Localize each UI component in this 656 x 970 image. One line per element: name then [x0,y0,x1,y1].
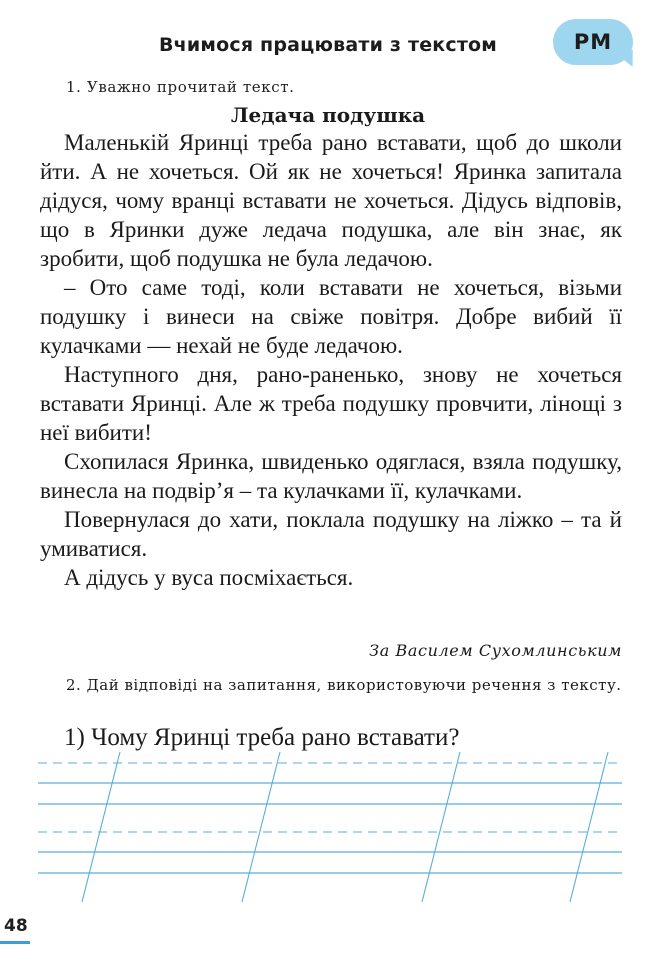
story-paragraph: А дідусь у вуса посміхається. [64,565,354,590]
story-author: За Василем Сухомлинським [369,641,622,660]
writing-slant-line [570,752,608,902]
writing-slant-line [242,752,280,902]
writing-slant-line [82,752,120,902]
rm-badge-label: РМ [553,19,633,65]
task-1-instruction: 1. Уважно прочитай текст. [66,78,295,96]
story-paragraph: Маленькій Яринці треба рано вставати, щоб до школи йти. А не хочеться. Ой як не хочеться! Яринка запитала дідуся, чому вранці вставати не хочеться. Дідусь відповів, що в Яринки дуже ледача подушка, але він знає, як зробити, щоб подушка не була ледачою. [40,130,622,271]
story-paragraph: Повернулася до хати, поклала подушку на ліжко – та й умиватися. [40,507,622,561]
question-1: 1) Чому Яринці треба рано вставати? [64,724,460,751]
writing-slant-line [422,752,460,902]
header-title: Вчимося працювати з текстом [158,34,498,56]
story-paragraph: – Ото саме тоді, коли вставати не хочеться, візьми подушку і винеси на свіже повітря. Добре вибий її кулачками — нехай не буде ледачою. [40,275,622,358]
story-paragraph: Схопилася Яринка, швиденько одяглася, взяла подушку, винесла на подвір’я – та кулачками її, кулачками. [40,449,622,503]
story-paragraph: Наступного дня, рано-раненько, знову не хочеться вставати Яринці. Але ж треба подушку провчити, лінощі з неї вибити! [40,362,622,445]
task-2-instruction: 2. Дай відповіді на запитання, використовуючи речення з тексту. [66,676,622,694]
page-number-underline [0,941,30,944]
story-text [40,128,622,592]
writing-lines[interactable] [38,752,622,902]
page-number: 48 [4,916,28,936]
story-title: Ледача подушка [230,103,426,127]
